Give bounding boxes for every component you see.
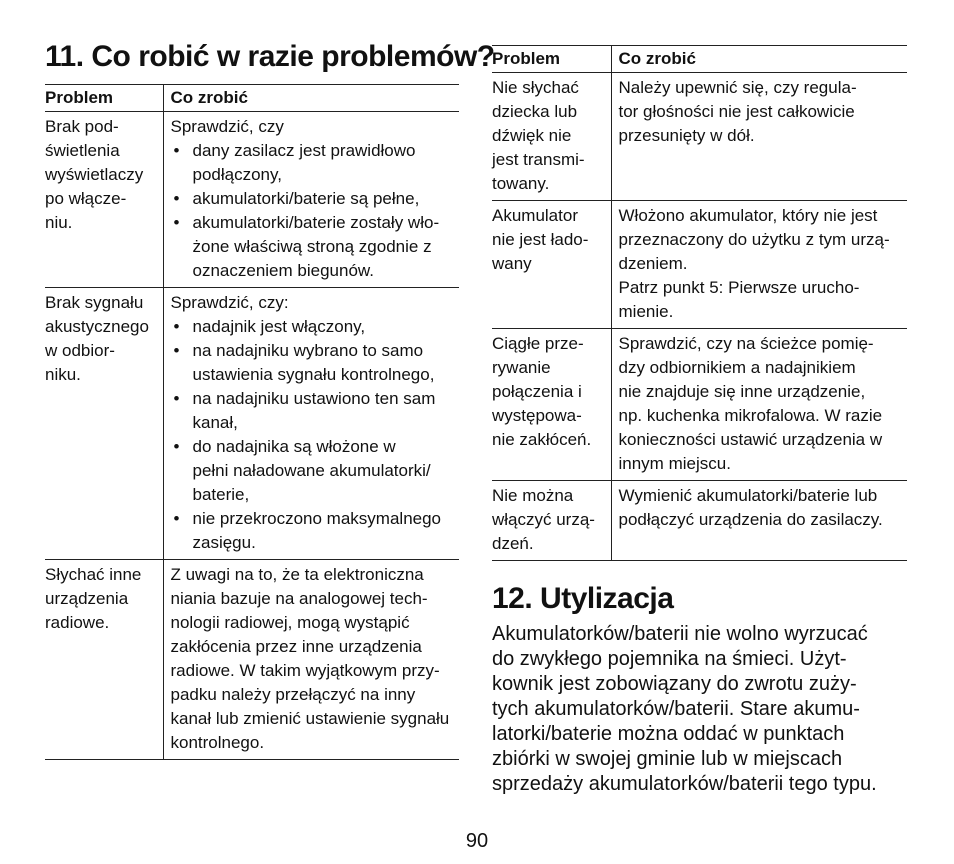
solution-line: Z uwagi na to, że ta elektroniczna [170, 565, 424, 584]
bullet-line: • do nadajnika są włożone w [192, 437, 396, 456]
solution-intro: Sprawdzić, czy [170, 117, 284, 136]
paragraph-line: zbiórki w swojej gminie lub w miejscach [492, 748, 843, 770]
problem-line: Nie słychać [492, 78, 579, 97]
bullet-line: oznaczeniem biegunów. [192, 261, 374, 280]
bullet-line: • na nadajniku ustawiono ten sam [192, 389, 436, 408]
problem-cell [45, 560, 163, 760]
solution-line: nologii radiowej, mogą wystąpić [170, 613, 410, 632]
paragraph-line: Akumulatorków/baterii nie wolno wyrzucać [492, 623, 868, 645]
table-row [492, 201, 907, 329]
bullet-line: podłączony, [192, 165, 282, 184]
bullet-line: • nadajnik jest włączony, [192, 317, 366, 336]
problem-line: dzeń. [492, 534, 534, 553]
header-problem: Problem [492, 46, 611, 73]
solution-cell [611, 481, 907, 561]
problem-cell [492, 201, 611, 329]
bullet-line: ustawienia sygnału kontrolnego, [192, 365, 435, 384]
problem-line: urządzenia [45, 589, 129, 608]
bullet-line: żone właściwą stroną zgodnie z [192, 237, 432, 256]
solution-line: np. kuchenka mikrofalowa. W razie [618, 406, 883, 425]
solution-line: przesunięty w dół. [618, 126, 755, 145]
header-problem: Problem [45, 85, 163, 112]
solution-line: padku należy przełączyć na inny [170, 685, 416, 704]
table-row [45, 112, 459, 288]
problem-line: wyświetlaczy [45, 165, 144, 184]
solution-line: kanał lub zmienić ustawienie sygnału [170, 709, 450, 728]
solution-cell [163, 560, 459, 760]
problem-cell [492, 329, 611, 481]
problem-line: połączenia i [492, 382, 582, 401]
paragraph-line: latorki/baterie można oddać w punktach [492, 723, 845, 745]
solution-line: dzeniem. [618, 254, 688, 273]
solution-cell [163, 288, 459, 560]
header-solution: Co zrobić [611, 46, 907, 73]
bullet-item [171, 315, 460, 339]
table-header-row [45, 85, 459, 112]
problem-line: dziecka lub [492, 102, 578, 121]
bullet-item [171, 211, 460, 283]
section-11-title: 11. Co robić w razie problemów? [45, 40, 495, 73]
bullet-item [171, 139, 460, 187]
paragraph-line: sprzedaży akumulatorków/baterii tego typu. [492, 773, 877, 795]
problem-line: Akumulator [492, 206, 578, 225]
table-row [492, 329, 907, 481]
problem-line: rywanie [492, 358, 551, 377]
solution-line: mienie. [618, 302, 674, 321]
problem-line: nie zakłóceń. [492, 430, 592, 449]
solution-cell [611, 329, 907, 481]
section-12-title: 12. Utylizacja [492, 582, 674, 615]
bullet-line: kanał, [192, 413, 238, 432]
troubleshooting-table-right [492, 45, 907, 561]
solution-line: Wymienić akumulatorki/baterie lub [618, 486, 878, 505]
bullet-item [171, 507, 460, 555]
troubleshooting-table-left [45, 84, 459, 760]
solution-line: niania bazuje na analogowej tech- [170, 589, 428, 608]
problem-line: dźwięk nie [492, 126, 572, 145]
solution-line: innym miejscu. [618, 454, 731, 473]
disposal-paragraph [492, 622, 912, 797]
solution-line: tor głośności nie jest całkowicie [618, 102, 855, 121]
solution-line: Patrz punkt 5: Pierwsze urucho- [618, 278, 860, 297]
bullet-line: zasięgu. [192, 533, 256, 552]
page-number: 90 [465, 830, 489, 852]
problem-line: jest transmi- [492, 150, 585, 169]
bullet-line: • dany zasilacz jest prawidłowo [192, 141, 416, 160]
problem-line: niu. [45, 213, 73, 232]
solution-cell [611, 73, 907, 201]
table-row [45, 560, 459, 760]
problem-cell [45, 112, 163, 288]
table-row [492, 73, 907, 201]
problem-line: Brak sygnału [45, 293, 144, 312]
bullet-item [171, 339, 460, 387]
table-header-row [492, 46, 907, 73]
solution-line: Należy upewnić się, czy regula- [618, 78, 857, 97]
solution-intro: Sprawdzić, czy: [170, 293, 289, 312]
table-row [492, 481, 907, 561]
solution-bullet-list [171, 139, 460, 283]
bullet-item [171, 387, 460, 435]
problem-cell [45, 288, 163, 560]
problem-line: niku. [45, 365, 81, 384]
problem-line: akustycznego [45, 317, 149, 336]
bullet-line: • akumulatorki/baterie są pełne, [192, 189, 420, 208]
problem-line: nie jest łado- [492, 230, 589, 249]
bullet-item [171, 187, 460, 211]
problem-line: Ciągłe prze- [492, 334, 584, 353]
bullet-line: • na nadajniku wybrano to samo [192, 341, 424, 360]
problem-line: występowa- [492, 406, 582, 425]
problem-line: towany. [492, 174, 550, 193]
solution-line: podłączyć urządzenia do zasilaczy. [618, 510, 883, 529]
solution-cell [163, 112, 459, 288]
table-row [45, 288, 459, 560]
paragraph-line: kownik jest zobowiązany do zwrotu zuży- [492, 673, 857, 695]
problem-line: w odbior- [45, 341, 115, 360]
problem-line: Brak pod- [45, 117, 119, 136]
bullet-item [171, 435, 460, 507]
solution-cell [611, 201, 907, 329]
paragraph-line: tych akumulatorków/baterii. Stare akumu- [492, 698, 860, 720]
bullet-line: • akumulatorki/baterie zostały wło- [192, 213, 440, 232]
solution-line: nie znajduje się inne urządzenie, [618, 382, 866, 401]
bullet-line: pełni naładowane akumulatorki/ [192, 461, 431, 480]
problem-cell [492, 73, 611, 201]
problem-line: włączyć urzą- [492, 510, 595, 529]
solution-bullet-list [171, 315, 460, 555]
bullet-line: baterie, [192, 485, 250, 504]
header-solution: Co zrobić [163, 85, 459, 112]
solution-line: zakłócenia przez inne urządzenia [170, 637, 422, 656]
problem-line: radiowe. [45, 613, 110, 632]
problem-line: po włącze- [45, 189, 127, 208]
solution-line: radiowe. W takim wyjątkowym przy- [170, 661, 440, 680]
solution-line: Włożono akumulator, który nie jest [618, 206, 878, 225]
paragraph-line: do zwykłego pojemnika na śmieci. Użyt- [492, 648, 847, 670]
solution-line: konieczności ustawić urządzenia w [618, 430, 883, 449]
solution-line: dzy odbiornikiem a nadajnikiem [618, 358, 856, 377]
solution-line: kontrolnego. [170, 733, 265, 752]
bullet-line: • nie przekroczono maksymalnego [192, 509, 442, 528]
solution-line: przeznaczony do użytku z tym urzą- [618, 230, 890, 249]
problem-line: świetlenia [45, 141, 120, 160]
problem-line: wany [492, 254, 532, 273]
problem-line: Nie można [492, 486, 574, 505]
problem-line: Słychać inne [45, 565, 142, 584]
solution-line: Sprawdzić, czy na ścieżce pomię- [618, 334, 874, 353]
problem-cell [492, 481, 611, 561]
